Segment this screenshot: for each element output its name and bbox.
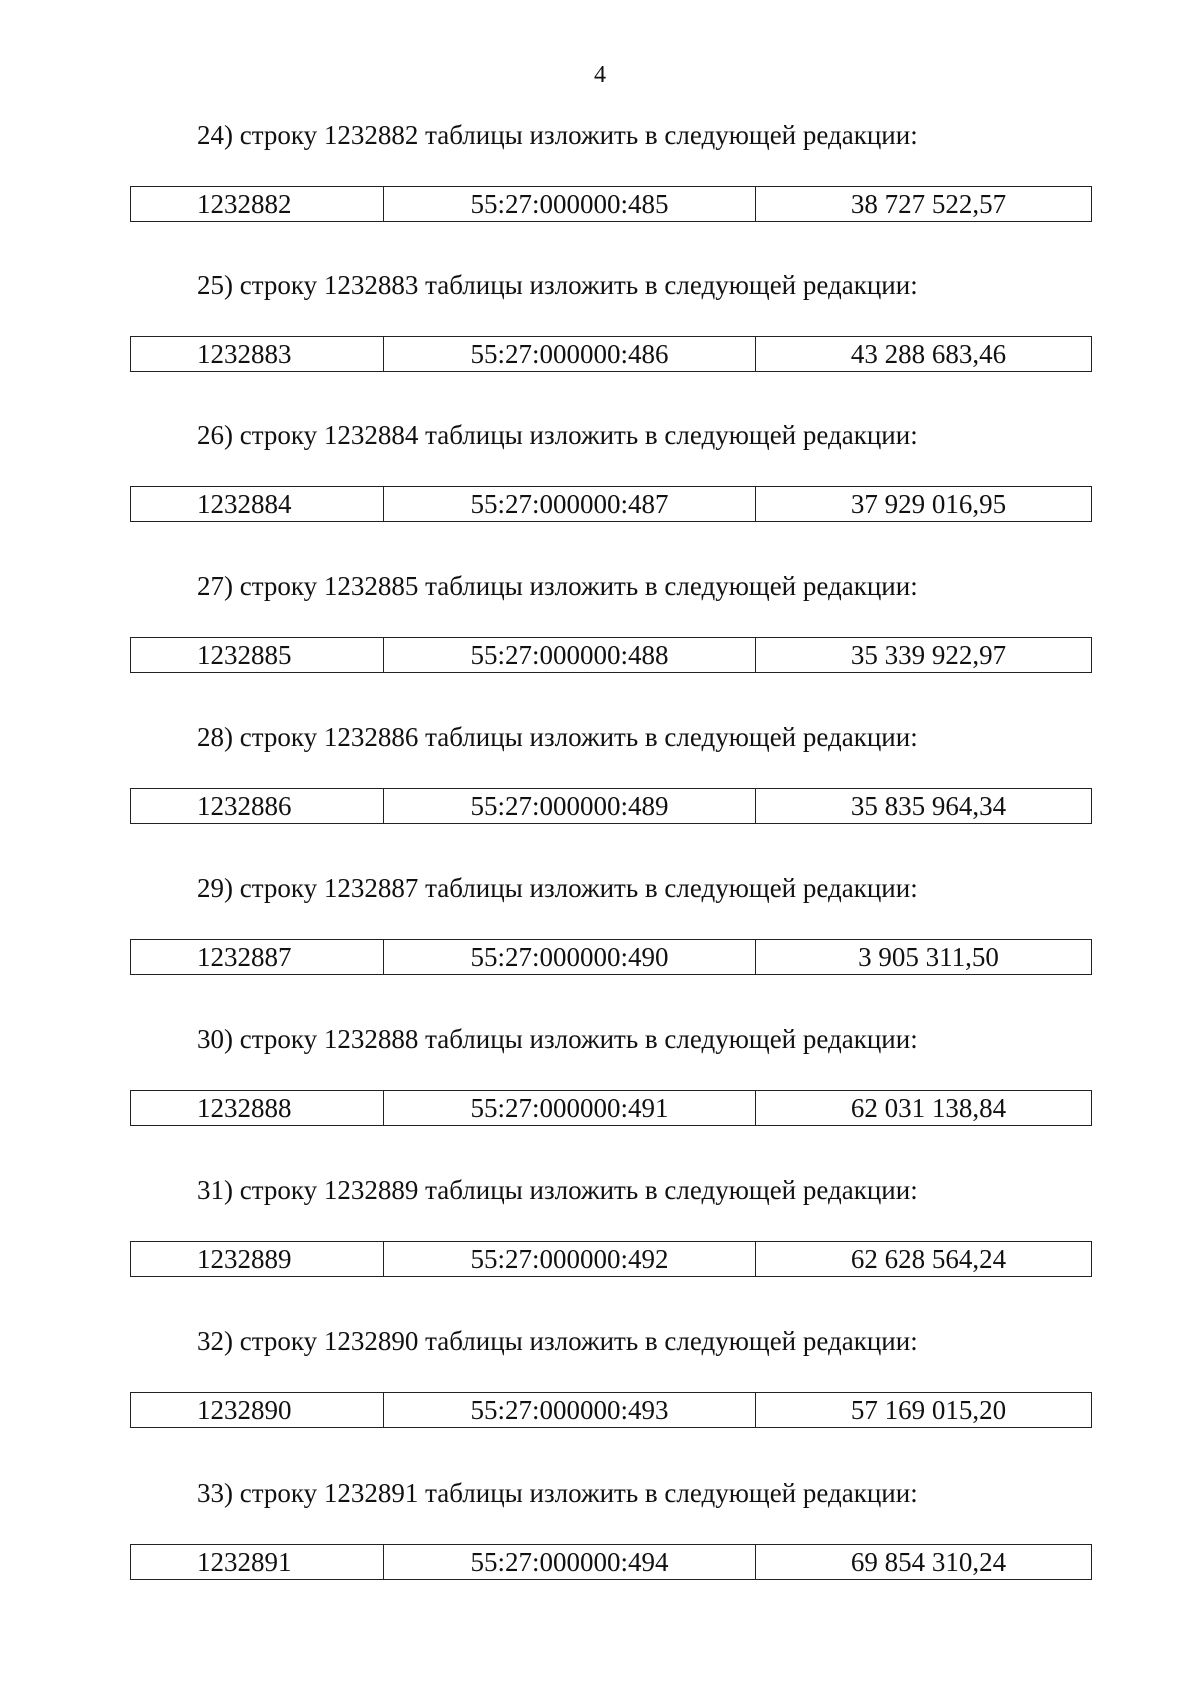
amendment-heading: 31) строку 1232889 таблицы изложить в следующей редакции: (197, 1175, 918, 1205)
amendment-entry (0, 1173, 1200, 1323)
cadastral-number-cell: 55:27:000000:490 (384, 940, 756, 974)
cadastral-value-cell: 62 628 564,24 (850, 1244, 1007, 1274)
amendment-heading: 25) строку 1232883 таблицы изложить в следующей редакции: (197, 270, 918, 300)
cadastral-value-cell: 57 169 015,20 (850, 1395, 1007, 1425)
cadastral-number-cell: 55:27:000000:486 (384, 337, 756, 371)
cadastral-number-cell: 55:27:000000:492 (384, 1242, 756, 1276)
row-number-cell: 1232884 (131, 487, 384, 521)
row-number-cell: 1232889 (131, 1242, 384, 1276)
amendment-table-row (130, 186, 1092, 222)
amendment-table-row (130, 637, 1092, 673)
amendment-table-row (130, 336, 1092, 372)
cadastral-value-cell: 35 835 964,34 (850, 791, 1007, 821)
row-number-cell: 1232887 (131, 940, 384, 974)
cadastral-number-cell: 55:27:000000:489 (384, 789, 756, 823)
amendment-entry (0, 268, 1200, 418)
amendment-table-row (130, 788, 1092, 824)
row-number-cell: 1232882 (131, 187, 384, 221)
amendment-entry (0, 1022, 1200, 1172)
amendment-entry (0, 118, 1200, 268)
amendment-heading: 29) строку 1232887 таблицы изложить в следующей редакции: (197, 873, 918, 903)
amendment-table-row (130, 1241, 1092, 1277)
cadastral-number-cell: 55:27:000000:485 (384, 187, 756, 221)
row-number-cell: 1232890 (131, 1393, 384, 1427)
amendment-table-row (130, 1392, 1092, 1428)
amendment-entry (0, 871, 1200, 1021)
cadastral-value-cell: 62 031 138,84 (850, 1093, 1007, 1123)
amendment-table-row (130, 1090, 1092, 1126)
cadastral-number-cell: 55:27:000000:488 (384, 638, 756, 672)
amendment-heading: 32) строку 1232890 таблицы изложить в следующей редакции: (197, 1326, 918, 1356)
cadastral-number-cell: 55:27:000000:491 (384, 1091, 756, 1125)
amendment-heading: 28) строку 1232886 таблицы изложить в следующей редакции: (197, 722, 918, 752)
amendment-table-row (130, 1544, 1092, 1580)
row-number-cell: 1232883 (131, 337, 384, 371)
row-number-cell: 1232891 (131, 1545, 384, 1579)
cadastral-number-cell: 55:27:000000:487 (384, 487, 756, 521)
row-number-cell: 1232888 (131, 1091, 384, 1125)
cadastral-value-cell: 35 339 922,97 (850, 640, 1007, 670)
row-number-cell: 1232885 (131, 638, 384, 672)
cadastral-value-cell: 38 727 522,57 (850, 189, 1007, 219)
amendment-entry (0, 569, 1200, 719)
amendment-table-row (130, 939, 1092, 975)
cadastral-value-cell: 69 854 310,24 (850, 1547, 1007, 1577)
cadastral-value-cell: 43 288 683,46 (850, 339, 1007, 369)
page-number: 4 (594, 62, 606, 88)
cadastral-number-cell: 55:27:000000:493 (384, 1393, 756, 1427)
amendment-entry (0, 720, 1200, 870)
cadastral-value-cell: 3 905 311,50 (858, 942, 999, 972)
amendment-entry (0, 418, 1200, 568)
amendment-heading: 27) строку 1232885 таблицы изложить в следующей редакции: (197, 571, 918, 601)
cadastral-value-cell: 37 929 016,95 (850, 489, 1007, 519)
amendment-heading: 26) строку 1232884 таблицы изложить в следующей редакции: (197, 420, 918, 450)
amendment-entry (0, 1476, 1200, 1626)
amendment-entry (0, 1324, 1200, 1474)
amendment-table-row (130, 486, 1092, 522)
row-number-cell: 1232886 (131, 789, 384, 823)
amendment-heading: 24) строку 1232882 таблицы изложить в следующей редакции: (197, 120, 918, 150)
cadastral-number-cell: 55:27:000000:494 (384, 1545, 756, 1579)
amendment-heading: 30) строку 1232888 таблицы изложить в следующей редакции: (197, 1024, 918, 1054)
amendment-heading: 33) строку 1232891 таблицы изложить в следующей редакции: (197, 1478, 918, 1508)
